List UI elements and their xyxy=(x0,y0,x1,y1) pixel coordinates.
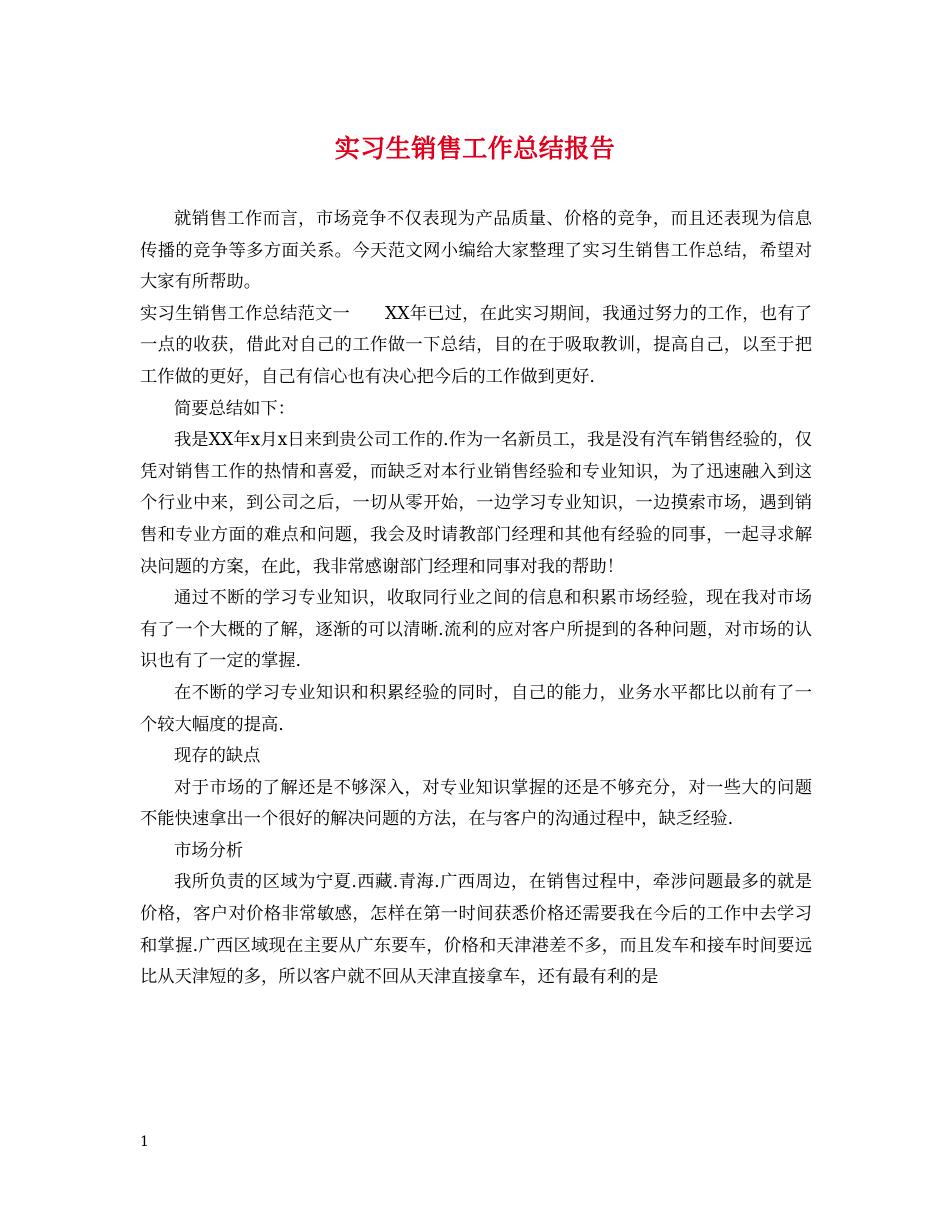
paragraph-3: 简要总结如下： xyxy=(174,398,295,419)
paragraph-10: 我所负责的区域为宁夏.西藏.青海.广西周边，在销售过程中，牵涉问题最多的就是价格，客户对价格非常敏感，怎样在第一时间获悉价格还需要我在今后的工作中去学习和掌握.广西区域现在主要从广东要车，价格和天津港差不多，而且发车和接车时间要远比从天津短的多，所以客户就不回从天津直接拿车，还有最有利的是 xyxy=(140,872,812,988)
paragraph-6: 在不断的学习专业知识和积累经验的同时，自己的能力，业务水平都比以前有了一个较大幅度的提高. xyxy=(140,682,812,735)
paragraph-2: 实习生销售工作总结范文一 XX年已过，在此实习期间，我通过努力的工作，也有了一点的收获，借此对自己的工作做一下总结，目的在于吸取教训，提高自己，以至于把工作做的更好，自己有信心也有决心把今后的工作做到更好. xyxy=(140,303,812,387)
section-heading-shortcomings: 现存的缺点 xyxy=(174,746,261,767)
paragraph-8: 对于市场的了解还是不够深入，对专业知识掌握的还是不够充分，对一些大的问题不能快速拿出一个很好的解决问题的方法，在与客户的沟通过程中，缺乏经验. xyxy=(140,777,812,830)
paragraph-5: 通过不断的学习专业知识，收取同行业之间的信息和积累市场经验，现在我对市场有了一个大概的了解，逐渐的可以清晰.流利的应对客户所提到的各种问题，对市场的认识也有了一定的掌握. xyxy=(140,588,812,672)
document-body xyxy=(140,204,812,994)
page-number: 1 xyxy=(140,1134,149,1150)
section-heading-market-analysis: 市场分析 xyxy=(174,840,244,861)
paragraph-1: 就销售工作而言，市场竞争不仅表现为产品质量、价格的竞争，而且还表现为信息传播的竞争等多方面关系。今天范文网小编给大家整理了实习生销售工作总结，希望对大家有所帮助。 xyxy=(140,209,812,293)
paragraph-4: 我是XX年x月x日来到贵公司工作的.作为一名新员工，我是没有汽车销售经验的，仅凭对销售工作的热情和喜爱，而缺乏对本行业销售经验和专业知识，为了迅速融入到这个行业中来，到公司之后，一切从零开始，一边学习专业知识，一边摸索市场，遇到销售和专业方面的难点和问题，我会及时请教部门经理和其他有经验的同事，一起寻求解决问题的方案，在此，我非常感谢部门经理和同事对我的帮助！ xyxy=(140,430,812,577)
document-title: 实习生销售工作总结报告 xyxy=(334,134,616,163)
